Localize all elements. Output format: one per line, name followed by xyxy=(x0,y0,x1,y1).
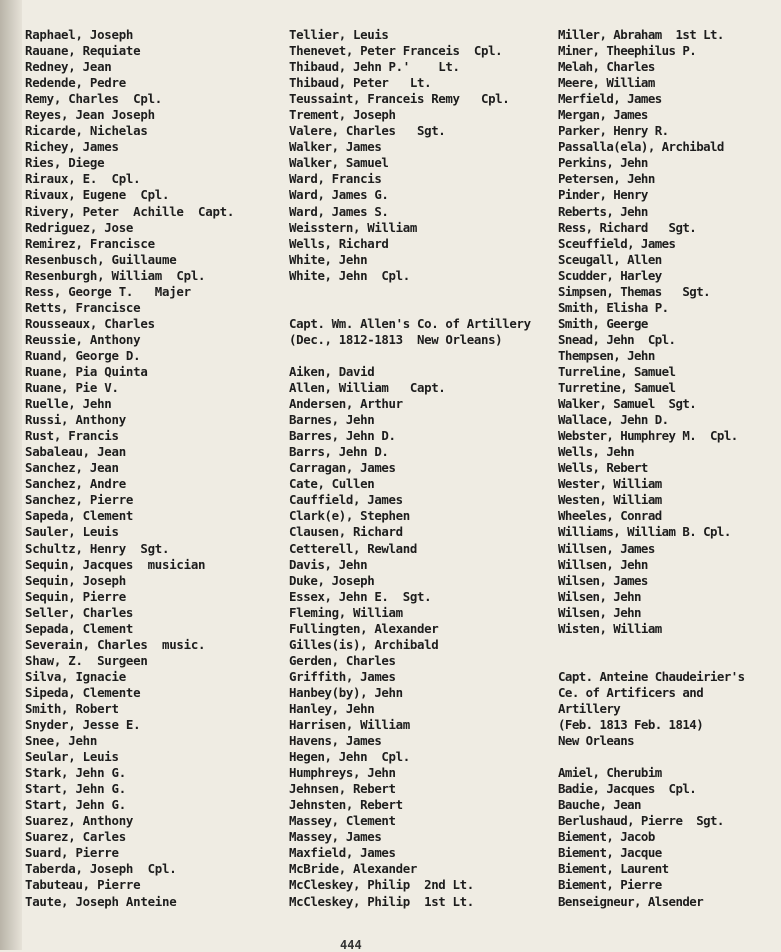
roster-entry: Suard, Pierre xyxy=(25,845,119,861)
roster-entry: Sceugall, Allen xyxy=(558,251,662,267)
roster-entry: Seller, Charles xyxy=(25,604,134,620)
roster-entry: Barnes, Jehn xyxy=(289,412,375,428)
roster-entry: Ce. of Artificers and xyxy=(558,684,704,700)
roster-entry: Redriguez, Jose xyxy=(25,219,134,235)
roster-entry: Perkins, Jehn xyxy=(558,155,648,171)
roster-entry: Sepada, Clement xyxy=(25,620,134,636)
roster-entry: Taute, Joseph Anteine xyxy=(25,893,177,909)
roster-entry: Mergan, James xyxy=(558,107,648,123)
roster-entry: Cate, Cullen xyxy=(289,476,375,492)
roster-entry: Williams, William B. Cpl. xyxy=(558,524,731,540)
roster-entry: Remy, Charles Cpl. xyxy=(25,91,162,107)
roster-entry: Jehnsen, Rebert xyxy=(289,781,396,797)
roster-entry: Richey, James xyxy=(25,139,119,155)
roster-entry: Sequin, Jacques musician xyxy=(25,556,206,572)
roster-entry xyxy=(289,348,557,364)
roster-entry: Wells, Richard xyxy=(289,235,389,251)
roster-entry: Ruane, Pia Quinta xyxy=(25,363,148,379)
roster-entry: Smith, Robert xyxy=(25,700,119,716)
roster-entry: Sceuffield, James xyxy=(558,235,676,251)
roster-entry: Trement, Joseph xyxy=(289,107,396,123)
page-gutter-shadow xyxy=(0,0,22,950)
roster-entry: Wilsen, Jehn xyxy=(558,604,641,620)
roster-entry: Seular, Leuis xyxy=(25,749,119,765)
roster-entry: Sequin, Joseph xyxy=(25,572,126,588)
roster-entry: Andersen, Arthur xyxy=(289,396,403,412)
roster-entry: Rivaux, Eugene Cpl. xyxy=(25,187,170,203)
roster-entry: Reberts, Jehn xyxy=(558,203,648,219)
roster-entry: Biement, Laurent xyxy=(558,861,669,877)
roster-entry xyxy=(289,284,557,300)
roster-entry: Ricarde, Nichelas xyxy=(25,123,148,139)
roster-entry: Biement, Jacob xyxy=(558,829,655,845)
roster-entry: Sauler, Leuis xyxy=(25,524,119,540)
roster-entry: Essex, Jehn E. Sgt. xyxy=(289,588,432,604)
roster-entry: (Dec., 1812-1813 New Orleans) xyxy=(289,331,503,347)
roster-entry: Parker, Henry R. xyxy=(558,123,669,139)
roster-entry: Resenburgh, William Cpl. xyxy=(25,267,206,283)
roster-entry: Reussie, Anthony xyxy=(25,331,141,347)
roster-entry: Webster, Humphrey M. Cpl. xyxy=(558,428,738,444)
roster-entry: Artillery xyxy=(558,700,621,716)
roster-entry: Thibaud, Jehn P.' Lt. xyxy=(289,59,460,75)
roster-entry: Snyder, Jesse E. xyxy=(25,717,141,733)
roster-entry: Sanchez, Pierre xyxy=(25,492,134,508)
roster-entry: Capt. Wm. Allen's Co. of Artillery xyxy=(289,315,531,331)
roster-column-2 xyxy=(289,27,557,910)
roster-entry: Sanchez, Jean xyxy=(25,460,119,476)
roster-entry: Wilsen, James xyxy=(558,572,648,588)
roster-entry: Retts, Francisce xyxy=(25,299,141,315)
roster-column-3 xyxy=(558,27,780,910)
roster-entry: Thempsen, Jehn xyxy=(558,347,655,363)
roster-column-1 xyxy=(25,27,287,910)
roster-entry: Miller, Abraham 1st Lt. xyxy=(558,27,724,42)
roster-entry: Allen, William Capt. xyxy=(289,380,446,396)
roster-entry: Willsen, James xyxy=(558,540,655,556)
roster-entry xyxy=(558,653,780,669)
roster-entry: Remirez, Francisce xyxy=(25,235,155,251)
roster-entry: Aiken, David xyxy=(289,363,375,379)
roster-entry: Rauane, Requiate xyxy=(25,43,141,59)
roster-entry: McBride, Alexander xyxy=(289,861,417,877)
roster-entry: Valere, Charles Sgt. xyxy=(289,123,446,139)
roster-entry: Redney, Jean xyxy=(25,59,112,75)
roster-entry: Walker, James xyxy=(289,139,382,155)
roster-entry: White, Jehn xyxy=(289,251,368,267)
roster-entry: Ress, George T. Majer xyxy=(25,283,191,299)
roster-entry: McCleskey, Philip 1st Lt. xyxy=(289,893,474,909)
roster-entry: Harrisen, William xyxy=(289,717,410,733)
roster-entry: Russi, Anthony xyxy=(25,412,126,428)
roster-entry: Smith, Elisha P. xyxy=(558,299,669,315)
roster-entry: Raphael, Joseph xyxy=(25,27,134,42)
roster-entry: Massey, James xyxy=(289,829,382,845)
roster-entry: Amiel, Cherubim xyxy=(558,765,662,781)
roster-entry: Fullingten, Alexander xyxy=(289,620,439,636)
roster-entry: Suarez, Anthony xyxy=(25,813,134,829)
roster-entry: Pinder, Henry xyxy=(558,187,648,203)
roster-entry: Cetterell, Rewland xyxy=(289,540,417,556)
roster-entry: Cauffield, James xyxy=(289,492,403,508)
roster-entry: Wallace, Jehn D. xyxy=(558,412,669,428)
roster-entry: Wells, Rebert xyxy=(558,460,648,476)
roster-entry: Merfield, James xyxy=(558,91,662,107)
roster-entry: Barrs, Jehn D. xyxy=(289,444,389,460)
roster-entry: Benseigneur, Alsender xyxy=(558,893,704,909)
roster-entry: Petersen, Jehn xyxy=(558,171,655,187)
roster-entry: Melah, Charles xyxy=(558,59,655,75)
roster-entry: Simpsen, Themas Sgt. xyxy=(558,283,711,299)
roster-entry: Sabaleau, Jean xyxy=(25,444,126,460)
roster-entry: Suarez, Carles xyxy=(25,829,126,845)
roster-entry: Stark, Jehn G. xyxy=(25,765,126,781)
roster-entry xyxy=(558,749,780,765)
roster-entry: Rivery, Peter Achille Capt. xyxy=(25,203,235,219)
roster-entry: Maxfield, James xyxy=(289,845,396,861)
roster-entry: Rousseaux, Charles xyxy=(25,315,155,331)
roster-entry: Badie, Jacques Cpl. xyxy=(558,781,697,797)
roster-entry: Thibaud, Peter Lt. xyxy=(289,75,432,91)
page-number: 444 xyxy=(340,938,362,952)
roster-entry: Resenbusch, Guillaume xyxy=(25,251,177,267)
roster-entry: Ress, Richard Sgt. xyxy=(558,219,697,235)
roster-entry: Capt. Anteine Chaudeirier's xyxy=(558,668,745,684)
roster-entry: Weisstern, William xyxy=(289,219,417,235)
roster-entry: Havens, James xyxy=(289,733,382,749)
roster-entry: Sanchez, Andre xyxy=(25,476,126,492)
roster-entry: Meere, William xyxy=(558,75,655,91)
roster-entry: Barres, Jehn D. xyxy=(289,428,396,444)
roster-entry: Scudder, Harley xyxy=(558,267,662,283)
roster-entry: Miner, Theephilus P. xyxy=(558,43,697,59)
roster-entry: Duke, Joseph xyxy=(289,572,375,588)
roster-entry xyxy=(558,637,780,653)
roster-entry: Berlushaud, Pierre Sgt. xyxy=(558,813,724,829)
roster-entry: Wheeles, Conrad xyxy=(558,508,662,524)
roster-entry: New Orleans xyxy=(558,733,635,749)
roster-entry: Walker, Samuel Sgt. xyxy=(558,396,697,412)
roster-entry: Biement, Pierre xyxy=(558,877,662,893)
roster-entry: Bauche, Jean xyxy=(558,797,641,813)
roster-entry: McCleskey, Philip 2nd Lt. xyxy=(289,877,474,893)
roster-entry: Passalla(ela), Archibald xyxy=(558,139,724,155)
roster-entry: Jehnsten, Rebert xyxy=(289,797,403,813)
roster-entry: Griffith, James xyxy=(289,668,396,684)
roster-entry: Clark(e), Stephen xyxy=(289,508,410,524)
roster-entry: Wells, Jehn xyxy=(558,444,635,460)
roster-entry: Biement, Jacque xyxy=(558,845,662,861)
roster-entry: Hanbey(by), Jehn xyxy=(289,684,403,700)
roster-entry: Carragan, James xyxy=(289,460,396,476)
roster-entry: Reyes, Jean Joseph xyxy=(25,107,155,123)
roster-entry: Fleming, William xyxy=(289,604,403,620)
roster-entry: Sequin, Pierre xyxy=(25,588,126,604)
roster-entry: Hanley, Jehn xyxy=(289,700,375,716)
roster-entry: White, Jehn Cpl. xyxy=(289,267,410,283)
roster-entry: Shaw, Z. Surgeen xyxy=(25,652,148,668)
roster-entry: Teussaint, Franceis Remy Cpl. xyxy=(289,91,510,107)
roster-entry: Ward, James S. xyxy=(289,203,389,219)
roster-entry: Clausen, Richard xyxy=(289,524,403,540)
roster-entry: Riraux, E. Cpl. xyxy=(25,171,141,187)
roster-entry: Rust, Francis xyxy=(25,428,119,444)
roster-entry: Ward, Francis xyxy=(289,171,382,187)
roster-entry: Davis, Jehn xyxy=(289,556,368,572)
roster-entry: Ward, James G. xyxy=(289,187,389,203)
roster-entry: Westen, William xyxy=(558,492,662,508)
roster-entry: Thenevet, Peter Franceis Cpl. xyxy=(289,43,503,59)
roster-entry: Snee, Jehn xyxy=(25,733,98,749)
roster-entry: Redende, Pedre xyxy=(25,75,126,91)
roster-entry: Wilsen, Jehn xyxy=(558,588,641,604)
roster-entry: Wisten, William xyxy=(558,620,662,636)
roster-entry: Severain, Charles music. xyxy=(25,636,206,652)
roster-entry: Snead, Jehn Cpl. xyxy=(558,331,676,347)
roster-entry: Taberda, Joseph Cpl. xyxy=(25,861,177,877)
roster-entry xyxy=(289,300,557,316)
roster-entry: Schultz, Henry Sgt. xyxy=(25,540,170,556)
roster-entry: Willsen, Jehn xyxy=(558,556,648,572)
roster-entry: Walker, Samuel xyxy=(289,155,389,171)
roster-entry: Tellier, Leuis xyxy=(289,27,389,42)
roster-entry: Start, Jehn G. xyxy=(25,781,126,797)
roster-entry: Smith, Geerge xyxy=(558,315,648,331)
roster-entry: Turretine, Samuel xyxy=(558,380,676,396)
roster-entry: Gerden, Charles xyxy=(289,652,396,668)
roster-entry: (Feb. 1813 Feb. 1814) xyxy=(558,717,704,733)
roster-entry: Ries, Diege xyxy=(25,155,105,171)
roster-entry: Ruand, George D. xyxy=(25,347,141,363)
roster-entry: Gilles(is), Archibald xyxy=(289,636,439,652)
roster-entry: Humphreys, Jehn xyxy=(289,765,396,781)
roster-entry: Massey, Clement xyxy=(289,813,396,829)
roster-entry: Tabuteau, Pierre xyxy=(25,877,141,893)
roster-entry: Sipeda, Clemente xyxy=(25,684,141,700)
roster-entry: Silva, Ignacie xyxy=(25,668,126,684)
roster-entry: Wester, William xyxy=(558,476,662,492)
roster-entry: Start, Jehn G. xyxy=(25,797,126,813)
roster-entry: Ruelle, Jehn xyxy=(25,396,112,412)
roster-entry: Sapeda, Clement xyxy=(25,508,134,524)
roster-entry: Hegen, Jehn Cpl. xyxy=(289,749,410,765)
roster-entry: Ruane, Pie V. xyxy=(25,380,119,396)
roster-entry: Turreline, Samuel xyxy=(558,363,676,379)
